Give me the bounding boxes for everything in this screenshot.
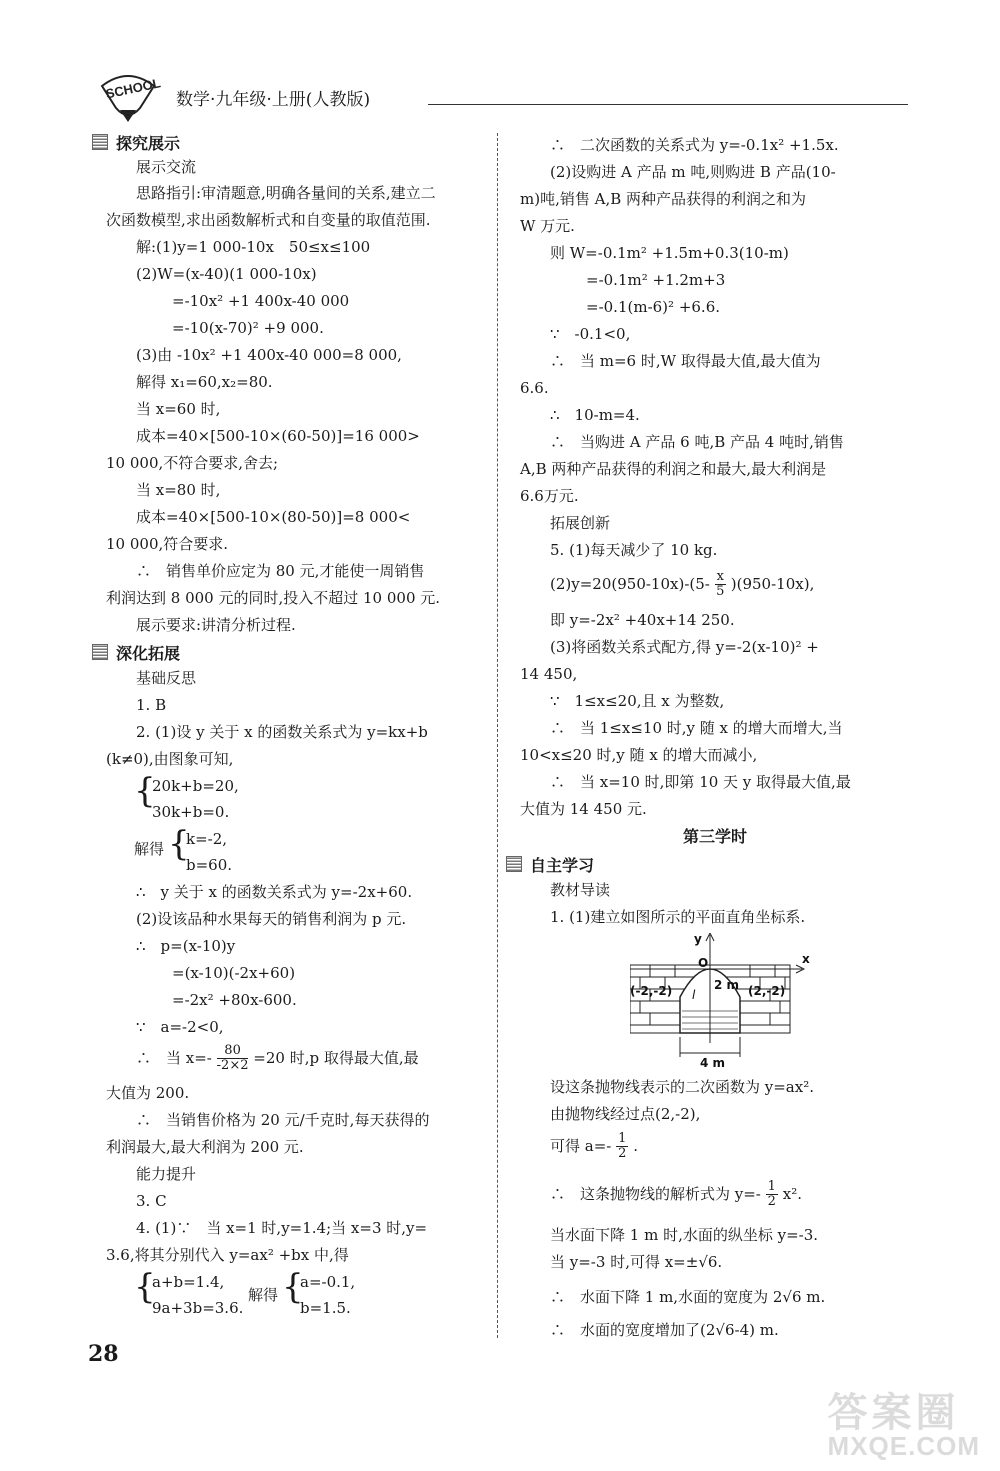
text-line: 10 000,符合要求. bbox=[106, 535, 229, 553]
text-line: 解:(1)y=1 000-10x 50≤x≤100 bbox=[136, 238, 371, 256]
watermark-url: MXQE.COM bbox=[827, 1431, 980, 1461]
fraction: $\frac{1}{2}$ bbox=[767, 1179, 776, 1210]
text-line: =-0.1m² +1.2m+3 bbox=[586, 271, 726, 289]
text-line: ∴ 销售单价应定为 80 元,才能使一周销售 bbox=[136, 562, 425, 580]
text-line: 当 x=60 时, bbox=[136, 400, 221, 418]
watermark-logo: 答案圈 bbox=[827, 1391, 960, 1435]
section-heading: 探究展示 bbox=[92, 134, 180, 152]
subheading: 教材导读 bbox=[550, 881, 611, 899]
fraction: $\frac{x}{5}$ bbox=[716, 569, 725, 600]
line-label: l bbox=[692, 988, 696, 1002]
point-label: (2,-2) bbox=[748, 984, 786, 998]
fraction: $\frac{80}{-2\times 2}$ bbox=[216, 1043, 249, 1074]
text-line: (3)由 -10x² +1 400x-40 000=8 000, bbox=[136, 346, 402, 364]
text-line: ∴ 水面的宽度增加了(2√6-4) m. bbox=[550, 1321, 779, 1339]
subheading: 基础反思 bbox=[136, 669, 197, 687]
brace: { bbox=[134, 1267, 156, 1307]
subheading: 能力提升 bbox=[136, 1165, 197, 1183]
text-line: ∴ y 关于 x 的函数关系式为 y=-2x+60. bbox=[136, 883, 413, 901]
equation: 20k+b=20, bbox=[152, 777, 239, 795]
text-line: =-0.1(m-6)² +6.6. bbox=[586, 298, 721, 316]
text-line: =-10x² +1 400x-40 000 bbox=[172, 292, 350, 310]
text-line: (3)将函数关系式配方,得 y=-2(x-10)² + bbox=[550, 638, 819, 656]
text-line: 3.6,将其分别代入 y=ax² +bx 中,得 bbox=[106, 1246, 349, 1264]
equation: b=1.5. bbox=[300, 1299, 351, 1317]
brace: { bbox=[168, 824, 190, 864]
equation: b=60. bbox=[186, 856, 233, 874]
text-line: (2)设该品种水果每天的销售利润为 p 元. bbox=[136, 910, 407, 928]
equation: a=-0.1, bbox=[300, 1273, 356, 1291]
text-line: 10 000,不符合要求,舍去; bbox=[106, 454, 279, 472]
section-marker-icon bbox=[92, 134, 108, 150]
text-line: 设这条抛物线表示的二次函数为 y=ax². bbox=[550, 1078, 814, 1096]
text-line: 利润最大,最大利润为 200 元. bbox=[106, 1138, 304, 1156]
text-line: 当 x=80 时, bbox=[136, 481, 221, 499]
text-line: 思路指引:审清题意,明确各量间的关系,建立二 bbox=[136, 184, 436, 202]
text-line: ∴ 当购进 A 产品 6 吨,B 产品 4 吨时,销售 bbox=[550, 433, 844, 451]
brace: { bbox=[134, 771, 156, 811]
lesson-heading: 第三学时 bbox=[682, 827, 747, 846]
equation: k=-2, bbox=[186, 830, 228, 848]
text-line: 6.6. bbox=[520, 379, 549, 397]
fraction: $\frac{1}{2}$ bbox=[618, 1131, 627, 1162]
watermark bbox=[828, 1393, 980, 1459]
x-axis-label: x bbox=[802, 952, 810, 966]
text-line: A,B 两种产品获得的利润之和最大,最大利润是 bbox=[520, 460, 827, 478]
text-line: =(x-10)(-2x+60) bbox=[172, 964, 296, 982]
text-line: 解得 bbox=[248, 1286, 279, 1304]
text-line: 利润达到 8 000 元的同时,投入不超过 10 000 元. bbox=[106, 589, 441, 607]
header-rule bbox=[428, 104, 908, 105]
y-axis-label: y bbox=[694, 933, 702, 946]
column-divider bbox=[497, 133, 498, 1338]
text-line: =-10(x-70)² +9 000. bbox=[172, 319, 324, 337]
text-line: (2)y=20(950-10x)-(5- $\frac{x}{5}$ )(950-10x), bbox=[550, 569, 815, 600]
text-line: ∴ 二次函数的关系式为 y=-0.1x² +1.5x. bbox=[550, 136, 839, 154]
text-line: 14 450, bbox=[520, 665, 578, 683]
text-line: 解得 x₁=60,x₂=80. bbox=[136, 373, 273, 391]
text-line: ∴ 水面下降 1 m,水面的宽度为 2√6 m. bbox=[550, 1288, 826, 1306]
point-label: (-2,-2) bbox=[630, 984, 673, 998]
text-line: ∴ 当 x=10 时,即第 10 天 y 取得最大值,最 bbox=[550, 773, 851, 791]
text-line: =-2x² +80x-600. bbox=[172, 991, 297, 1009]
text-line: 1. B bbox=[136, 696, 167, 714]
page-header bbox=[88, 64, 908, 124]
text-line: ∴ 当 m=6 时,W 取得最大值,最大值为 bbox=[550, 352, 821, 370]
text-line: 即 y=-2x² +40x+14 250. bbox=[550, 611, 735, 629]
text-line: ∴ p=(x-10)y bbox=[136, 937, 236, 955]
text-line: ∵ 1≤x≤20,且 x 为整数, bbox=[550, 692, 725, 710]
text-line: 大值为 14 450 元. bbox=[520, 800, 647, 818]
text-line: ∴ 当销售价格为 20 元/千克时,每天获得的 bbox=[136, 1111, 430, 1129]
text-line: 则 W=-0.1m² +1.5m+0.3(10-m) bbox=[550, 244, 789, 262]
text-line: W 万元. bbox=[520, 217, 575, 235]
equation: 9a+3b=3.6. bbox=[152, 1299, 244, 1317]
text-line: ∴ 10-m=4. bbox=[550, 406, 640, 424]
text-line: 由抛物线经过点(2,-2), bbox=[550, 1105, 701, 1123]
text-line: 展示要求:讲清分析过程. bbox=[136, 616, 296, 634]
text-line: 次函数模型,求出函数解析式和自变量的取值范围. bbox=[106, 211, 431, 229]
school-logo-icon bbox=[88, 64, 168, 124]
height-label: 2 m bbox=[714, 978, 740, 992]
bridge-arch-figure bbox=[630, 933, 810, 1073]
text-line: ∵ a=-2<0, bbox=[136, 1018, 224, 1036]
subheading: 展示交流 bbox=[136, 158, 197, 176]
section-heading: 深化拓展 bbox=[92, 644, 180, 662]
text-line: 成本=40×[500-10×(60-50)]=16 000> bbox=[136, 427, 420, 445]
page-number: 28 bbox=[88, 1341, 119, 1367]
text-line: m)吨,销售 A,B 两种产品获得的利润之和为 bbox=[520, 190, 807, 208]
text-line: 1. (1)建立如图所示的平面直角坐标系. bbox=[550, 908, 806, 926]
text-line: 2. (1)设 y 关于 x 的函数关系式为 y=kx+b bbox=[136, 723, 428, 741]
text-line: 4. (1)∵ 当 x=1 时,y=1.4;当 x=3 时,y= bbox=[136, 1219, 428, 1237]
text-line: ∴ 当 1≤x≤10 时,y 随 x 的增大而增大,当 bbox=[550, 719, 843, 737]
book-title: 数学·九年级·上册(人教版) bbox=[176, 90, 371, 110]
text-line: ∴ 当 x=- $\frac{80}{-2\times 2}$ =20 时,p 取得最大值,最 bbox=[136, 1043, 419, 1074]
text-line: (2)W=(x-40)(1 000-10x) bbox=[136, 265, 317, 283]
section-marker-icon bbox=[92, 644, 108, 660]
text-line: 10<x≤20 时,y 随 x 的增大而减小, bbox=[520, 746, 758, 764]
text-line: 当 y=-3 时,可得 x=±√6. bbox=[550, 1253, 723, 1271]
text-line: (k≠0),由图象可知, bbox=[106, 750, 234, 768]
logo-text: SCHOOL bbox=[104, 75, 162, 102]
section-heading: 自主学习 bbox=[506, 856, 594, 874]
text-line: 5. (1)每天减少了 10 kg. bbox=[550, 541, 718, 559]
equation: 30k+b=0. bbox=[152, 803, 230, 821]
subheading: 拓展创新 bbox=[550, 514, 611, 532]
origin-label: O bbox=[698, 956, 709, 970]
text-line: 可得 a=- $\frac{1}{2}$ . bbox=[550, 1131, 638, 1162]
section-marker-icon bbox=[506, 856, 522, 872]
text-line: 大值为 200. bbox=[106, 1084, 190, 1102]
text-line: 3. C bbox=[136, 1192, 167, 1210]
text-line: (2)设购进 A 产品 m 吨,则购进 B 产品(10- bbox=[550, 163, 836, 181]
width-label: 4 m bbox=[700, 1056, 726, 1070]
equation: a+b=1.4, bbox=[152, 1273, 225, 1291]
brace: { bbox=[282, 1267, 304, 1307]
text-line: 当水面下降 1 m 时,水面的纵坐标 y=-3. bbox=[550, 1226, 819, 1244]
text-line: 成本=40×[500-10×(80-50)]=8 000< bbox=[136, 508, 411, 526]
text-line: 解得 bbox=[134, 840, 165, 858]
text-line: 6.6万元. bbox=[520, 487, 579, 505]
text-line: ∵ -0.1<0, bbox=[550, 325, 631, 343]
text-line: ∴ 这条抛物线的解析式为 y=- $\frac{1}{2}$ x². bbox=[550, 1179, 802, 1210]
